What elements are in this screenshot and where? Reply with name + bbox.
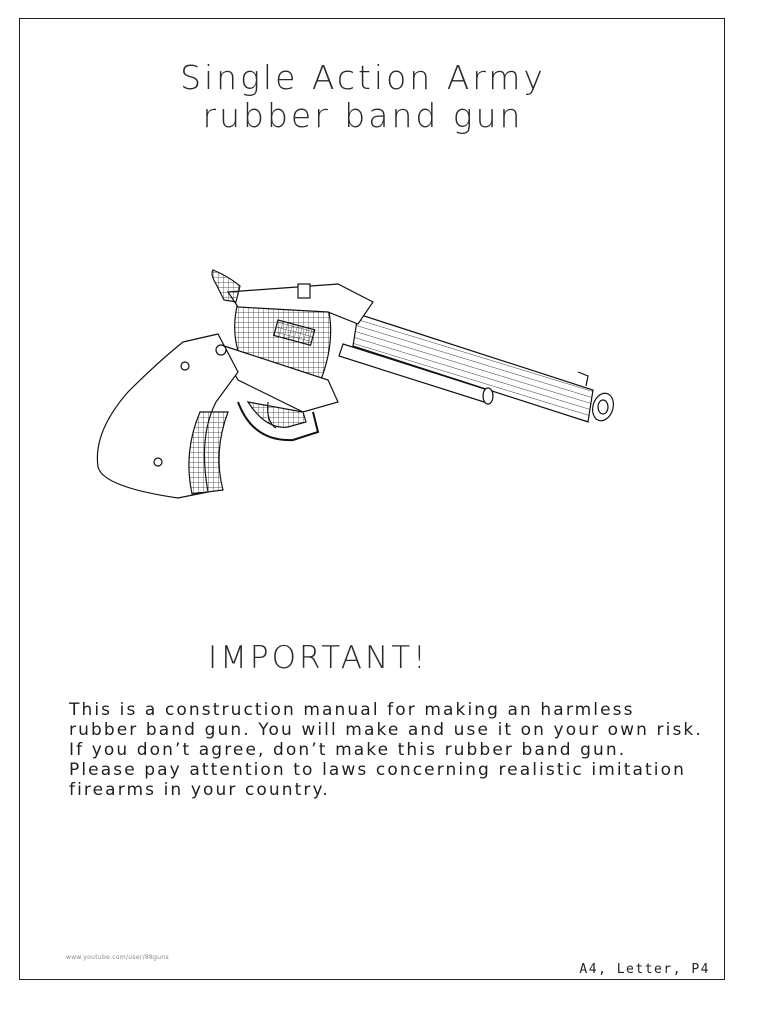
footer-url: www.youtube.com/user/88guns [66, 954, 169, 961]
disclaimer-paragraph-1: This is a construction manual for making an harmless rubber band gun. You will make and use it on your own risk. If you don’t agree, don’t make this rubber band gun. [69, 700, 703, 760]
revolver-drawing-icon [88, 262, 628, 512]
disclaimer-paragraph-2: Please pay attention to laws concerning realistic imitation firearms in your country. [69, 760, 686, 800]
title-line-1: Single Action Army [180, 58, 546, 97]
title-line-2: rubber band gun [202, 96, 524, 135]
important-heading: IMPORTANT! [208, 640, 429, 676]
page-format-label: A4, Letter, P4 [579, 962, 710, 977]
disclaimer-text [69, 700, 709, 800]
